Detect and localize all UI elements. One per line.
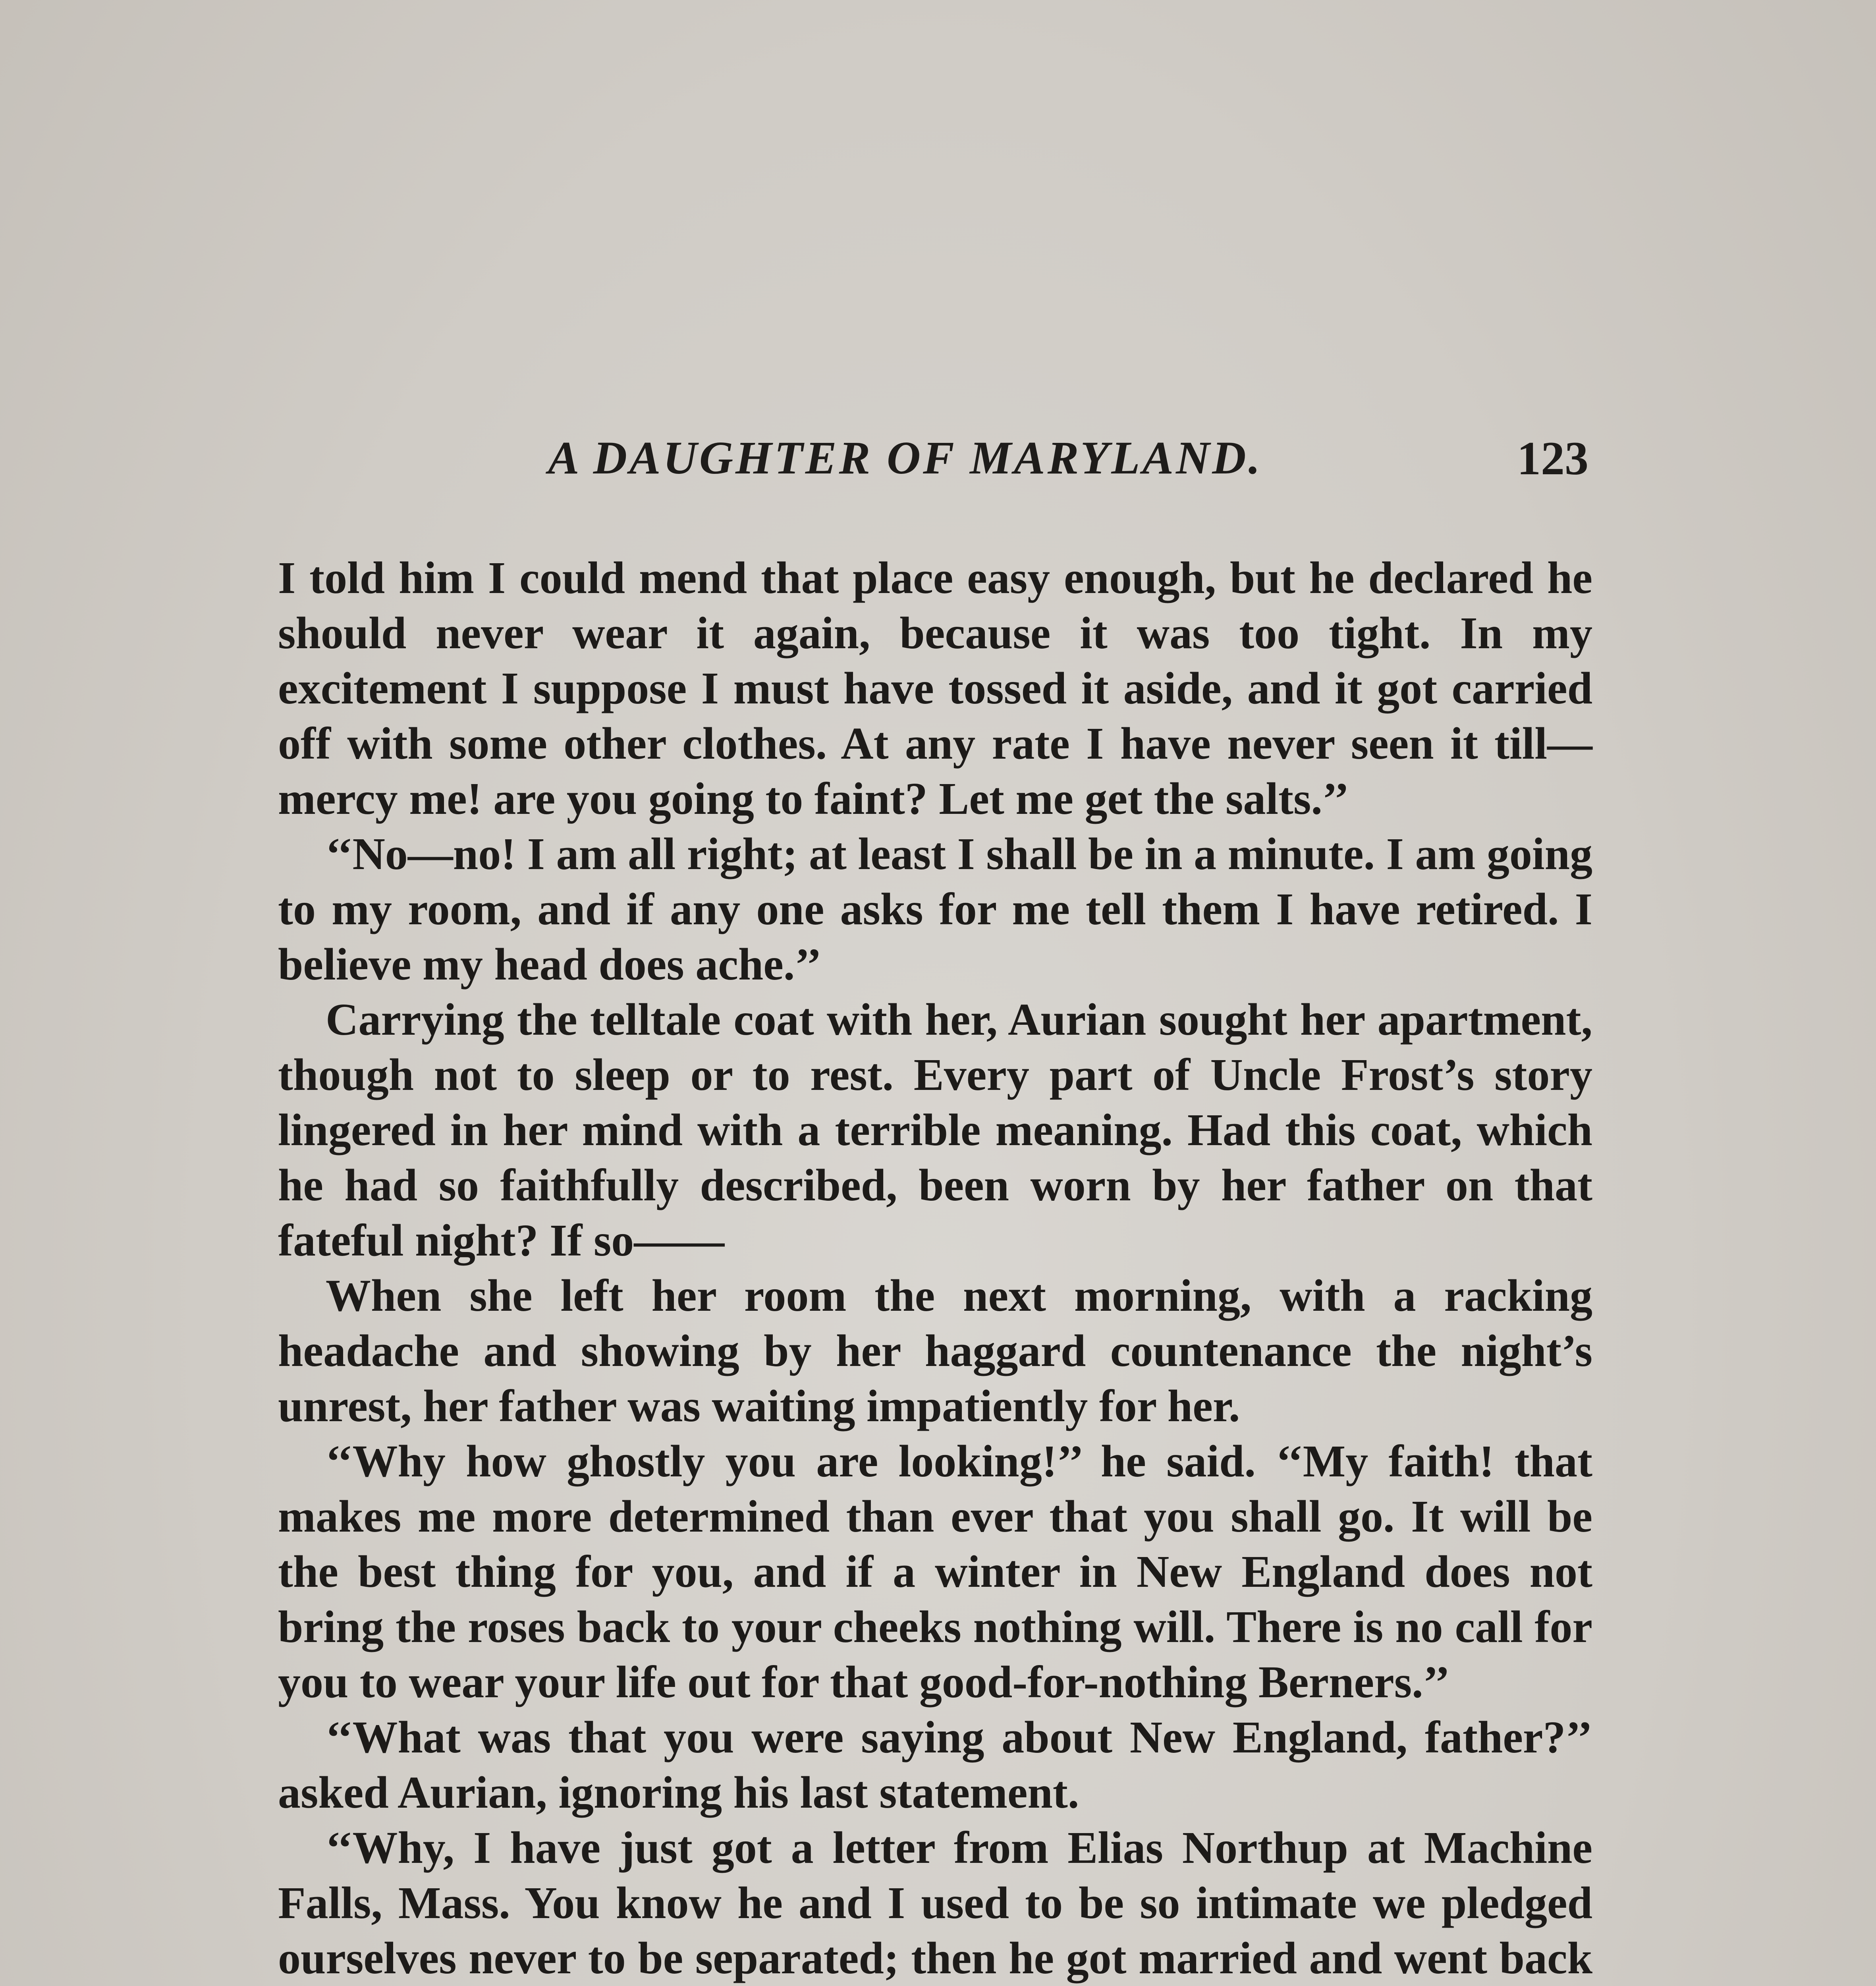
paragraph: ‘‘No—no! I am all right; at least I shall be in a minute. I am going to my room, and if any one asks for me tell them I have retired. I believe my head does ache.’’ bbox=[278, 829, 1592, 989]
paragraph: ‘‘Why, I have just got a letter from Elias Northup at Machine Falls, Mass. You know he and I used to be so intimate we pledged ourselves never to be separated; then he got married and went back bbox=[278, 1822, 1592, 1983]
running-title: A DAUGHTER OF MARYLAND. bbox=[548, 432, 1263, 484]
paragraph: ‘‘What was that you were saying about New England, father?’’ asked Aurian, ignoring his last statement. bbox=[278, 1712, 1592, 1818]
paragraph: I told him I could mend that place easy enough, but he declared he should never wear it again, because it was too tight. In my excitement I suppose I must have tossed it aside, and it got carried off with some other clothes. At any rate I have never seen it till—mercy me! are you going to faint? Let me get the salts.’’ bbox=[278, 553, 1592, 824]
paragraph: When she left her room the next morning, with a racking headache and showing by her haggard countenance the night’s unrest, her father was waiting impatiently for her. bbox=[278, 1270, 1592, 1431]
paragraph: Carrying the telltale coat with her, Aurian sought her apartment, though not to sleep or to rest. Every part of Uncle Frost’s story lingered in her mind with a terrible meaning. Had this coat, which he had so faithfully described, been worn by her father on that fateful night? If so—— bbox=[278, 994, 1592, 1265]
page-header bbox=[548, 431, 1604, 495]
body-text bbox=[278, 550, 1592, 1986]
paragraph: ‘‘Why how ghostly you are looking!’’ he said. ‘‘My faith! that makes me more determined than ever that you shall go. It will be the best thing for you, and if a winter in New England does not bring the roses back to your cheeks nothing will. There is no call for you to wear your life out for that good-for-nothing Berners.’’ bbox=[278, 1436, 1592, 1707]
page-number: 123 bbox=[1517, 432, 1588, 485]
